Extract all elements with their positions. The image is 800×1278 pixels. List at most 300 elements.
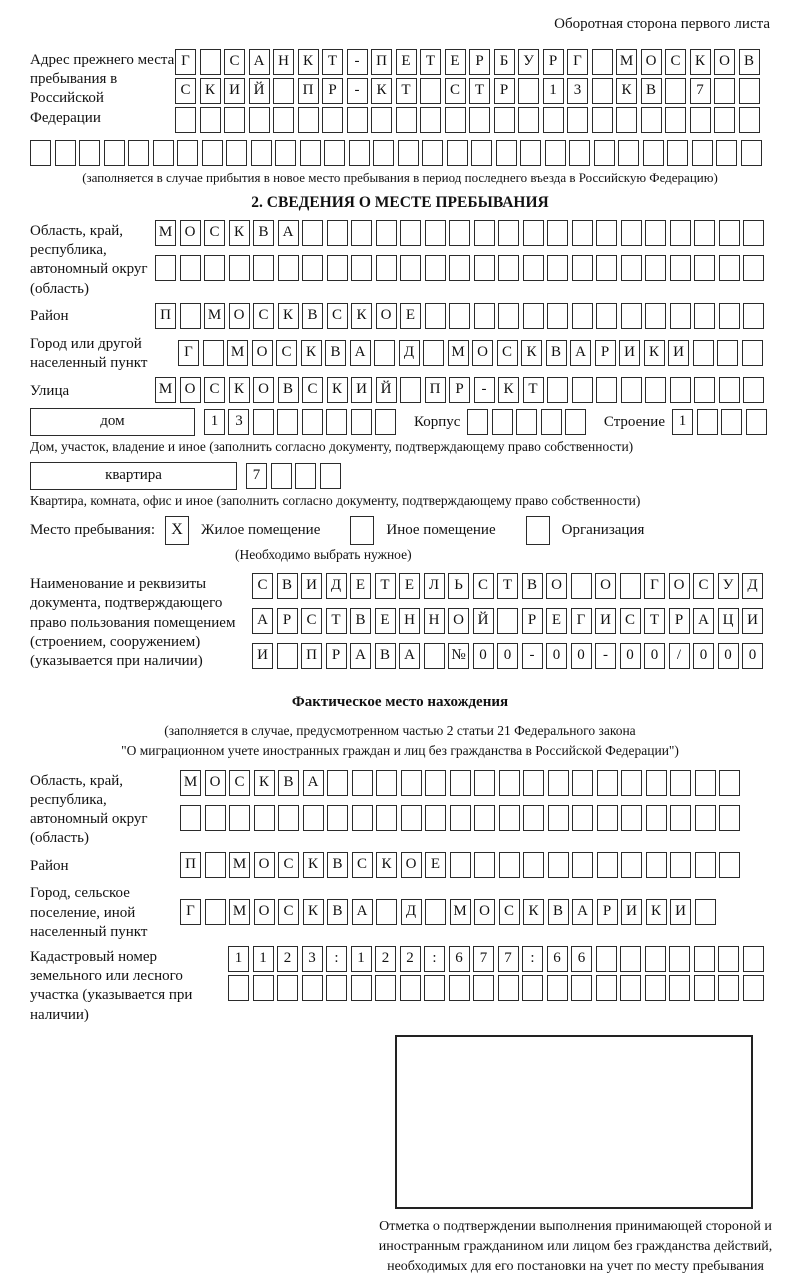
char-cell[interactable]: И <box>742 608 763 634</box>
char-cell[interactable]: О <box>546 573 567 599</box>
char-cell[interactable]: С <box>276 340 297 366</box>
char-cell[interactable] <box>518 78 539 104</box>
char-cell[interactable] <box>420 107 441 133</box>
char-cell[interactable] <box>621 255 642 281</box>
char-cell[interactable]: 2 <box>277 946 298 972</box>
document-row-1[interactable] <box>252 573 767 599</box>
char-cell[interactable]: С <box>327 303 348 329</box>
char-cell[interactable]: С <box>352 852 373 878</box>
char-cell[interactable]: 2 <box>375 946 396 972</box>
char-cell[interactable] <box>592 49 613 75</box>
char-cell[interactable] <box>719 377 740 403</box>
char-cell[interactable] <box>326 975 347 1001</box>
char-cell[interactable] <box>646 852 667 878</box>
char-cell[interactable] <box>518 107 539 133</box>
char-cell[interactable] <box>670 852 691 878</box>
char-cell[interactable]: Р <box>494 78 515 104</box>
char-cell[interactable]: К <box>690 49 711 75</box>
char-cell[interactable] <box>565 409 586 435</box>
char-cell[interactable]: С <box>204 377 225 403</box>
char-cell[interactable]: В <box>327 899 348 925</box>
char-cell[interactable] <box>567 107 588 133</box>
char-cell[interactable] <box>205 852 226 878</box>
char-cell[interactable] <box>424 643 445 669</box>
char-cell[interactable] <box>474 303 495 329</box>
char-cell[interactable]: В <box>302 303 323 329</box>
char-cell[interactable]: 1 <box>253 946 274 972</box>
char-cell[interactable] <box>572 805 593 831</box>
char-cell[interactable] <box>374 340 395 366</box>
char-cell[interactable]: К <box>523 899 544 925</box>
char-cell[interactable] <box>719 255 740 281</box>
char-cell[interactable]: И <box>595 608 616 634</box>
char-cell[interactable]: 7 <box>498 946 519 972</box>
char-cell[interactable] <box>277 975 298 1001</box>
char-cell[interactable] <box>425 303 446 329</box>
char-cell[interactable]: С <box>278 852 299 878</box>
char-cell[interactable]: Д <box>399 340 420 366</box>
char-cell[interactable]: Н <box>273 49 294 75</box>
char-cell[interactable] <box>718 946 739 972</box>
char-cell[interactable] <box>523 770 544 796</box>
char-cell[interactable] <box>180 805 201 831</box>
char-cell[interactable]: Р <box>449 377 470 403</box>
organization-checkbox[interactable] <box>526 516 550 545</box>
char-cell[interactable] <box>496 140 517 166</box>
char-cell[interactable]: С <box>253 303 274 329</box>
fact-district-row[interactable] <box>180 852 744 878</box>
char-cell[interactable] <box>474 805 495 831</box>
char-cell[interactable] <box>665 78 686 104</box>
char-cell[interactable]: М <box>229 899 250 925</box>
char-cell[interactable]: У <box>718 573 739 599</box>
char-cell[interactable] <box>498 255 519 281</box>
apartment-number-cells[interactable] <box>246 463 344 489</box>
char-cell[interactable] <box>670 220 691 246</box>
char-cell[interactable]: А <box>350 643 371 669</box>
char-cell[interactable]: О <box>641 49 662 75</box>
char-cell[interactable] <box>594 140 615 166</box>
char-cell[interactable]: К <box>298 49 319 75</box>
char-cell[interactable] <box>224 107 245 133</box>
char-cell[interactable] <box>327 255 348 281</box>
cadastre-row-2[interactable] <box>228 975 767 1001</box>
char-cell[interactable] <box>425 770 446 796</box>
char-cell[interactable]: М <box>155 220 176 246</box>
char-cell[interactable]: Г <box>644 573 665 599</box>
char-cell[interactable]: 3 <box>567 78 588 104</box>
char-cell[interactable] <box>746 409 767 435</box>
char-cell[interactable]: К <box>616 78 637 104</box>
char-cell[interactable]: А <box>249 49 270 75</box>
char-cell[interactable] <box>670 770 691 796</box>
char-cell[interactable] <box>670 303 691 329</box>
char-cell[interactable] <box>424 975 445 1001</box>
char-cell[interactable]: 0 <box>571 643 592 669</box>
char-cell[interactable] <box>596 377 617 403</box>
char-cell[interactable] <box>522 975 543 1001</box>
char-cell[interactable]: С <box>175 78 196 104</box>
char-cell[interactable]: - <box>522 643 543 669</box>
char-cell[interactable] <box>695 805 716 831</box>
char-cell[interactable] <box>641 107 662 133</box>
char-cell[interactable]: 6 <box>571 946 592 972</box>
char-cell[interactable] <box>694 975 715 1001</box>
char-cell[interactable] <box>474 220 495 246</box>
fact-region-row-2[interactable] <box>180 805 744 831</box>
char-cell[interactable]: 3 <box>228 409 249 435</box>
char-cell[interactable]: Р <box>326 643 347 669</box>
char-cell[interactable]: П <box>301 643 322 669</box>
char-cell[interactable]: С <box>693 573 714 599</box>
char-cell[interactable]: В <box>278 770 299 796</box>
char-cell[interactable]: А <box>350 340 371 366</box>
char-cell[interactable]: О <box>254 899 275 925</box>
char-cell[interactable]: 1 <box>228 946 249 972</box>
char-cell[interactable] <box>303 805 324 831</box>
char-cell[interactable]: С <box>224 49 245 75</box>
char-cell[interactable] <box>497 608 518 634</box>
char-cell[interactable] <box>375 409 396 435</box>
house-number-cells[interactable] <box>204 409 400 435</box>
char-cell[interactable] <box>373 140 394 166</box>
char-cell[interactable] <box>618 140 639 166</box>
char-cell[interactable]: С <box>665 49 686 75</box>
char-cell[interactable] <box>376 770 397 796</box>
char-cell[interactable]: М <box>204 303 225 329</box>
char-cell[interactable] <box>278 805 299 831</box>
char-cell[interactable]: В <box>253 220 274 246</box>
residential-checkbox[interactable]: X <box>165 516 189 545</box>
char-cell[interactable] <box>423 340 444 366</box>
apartment-type-field[interactable]: квартира <box>30 462 237 490</box>
char-cell[interactable]: / <box>669 643 690 669</box>
char-cell[interactable] <box>400 377 421 403</box>
char-cell[interactable]: 0 <box>644 643 665 669</box>
char-cell[interactable] <box>741 140 762 166</box>
char-cell[interactable]: 7 <box>246 463 267 489</box>
char-cell[interactable] <box>621 852 642 878</box>
char-cell[interactable]: 0 <box>473 643 494 669</box>
char-cell[interactable]: У <box>518 49 539 75</box>
char-cell[interactable]: Н <box>424 608 445 634</box>
char-cell[interactable]: К <box>521 340 542 366</box>
char-cell[interactable] <box>714 107 735 133</box>
char-cell[interactable]: К <box>371 78 392 104</box>
char-cell[interactable] <box>620 975 641 1001</box>
char-cell[interactable]: А <box>572 899 593 925</box>
char-cell[interactable] <box>499 770 520 796</box>
house-type-field[interactable]: дом <box>30 408 195 436</box>
char-cell[interactable]: № <box>448 643 469 669</box>
char-cell[interactable] <box>376 255 397 281</box>
char-cell[interactable] <box>445 107 466 133</box>
char-cell[interactable]: И <box>224 78 245 104</box>
char-cell[interactable]: Ь <box>448 573 469 599</box>
char-cell[interactable] <box>498 220 519 246</box>
char-cell[interactable]: Т <box>644 608 665 634</box>
char-cell[interactable] <box>273 78 294 104</box>
char-cell[interactable]: Д <box>326 573 347 599</box>
char-cell[interactable]: М <box>450 899 471 925</box>
char-cell[interactable] <box>204 255 225 281</box>
char-cell[interactable] <box>499 852 520 878</box>
korpus-cells[interactable] <box>467 409 590 435</box>
char-cell[interactable]: - <box>595 643 616 669</box>
char-cell[interactable]: Г <box>567 49 588 75</box>
char-cell[interactable] <box>474 852 495 878</box>
char-cell[interactable]: О <box>205 770 226 796</box>
char-cell[interactable] <box>55 140 76 166</box>
char-cell[interactable]: Н <box>399 608 420 634</box>
char-cell[interactable] <box>592 78 613 104</box>
char-cell[interactable] <box>596 303 617 329</box>
district-row[interactable] <box>155 303 768 329</box>
char-cell[interactable]: Ц <box>718 608 739 634</box>
char-cell[interactable]: И <box>619 340 640 366</box>
char-cell[interactable] <box>398 140 419 166</box>
char-cell[interactable]: К <box>229 220 250 246</box>
region-row-1[interactable] <box>155 220 768 246</box>
char-cell[interactable]: 1 <box>204 409 225 435</box>
char-cell[interactable] <box>401 770 422 796</box>
char-cell[interactable] <box>400 975 421 1001</box>
char-cell[interactable] <box>694 220 715 246</box>
char-cell[interactable] <box>719 770 740 796</box>
char-cell[interactable]: В <box>739 49 760 75</box>
prev-address-row-1[interactable] <box>175 49 763 75</box>
char-cell[interactable] <box>202 140 223 166</box>
char-cell[interactable]: О <box>229 303 250 329</box>
char-cell[interactable]: 1 <box>351 946 372 972</box>
char-cell[interactable] <box>425 255 446 281</box>
char-cell[interactable]: 7 <box>473 946 494 972</box>
char-cell[interactable]: В <box>327 852 348 878</box>
char-cell[interactable]: Й <box>473 608 494 634</box>
char-cell[interactable] <box>420 78 441 104</box>
char-cell[interactable] <box>721 409 742 435</box>
char-cell[interactable] <box>253 975 274 1001</box>
char-cell[interactable] <box>275 140 296 166</box>
char-cell[interactable] <box>694 255 715 281</box>
char-cell[interactable] <box>253 255 274 281</box>
char-cell[interactable]: Г <box>180 899 201 925</box>
char-cell[interactable] <box>543 107 564 133</box>
char-cell[interactable] <box>155 255 176 281</box>
char-cell[interactable] <box>180 255 201 281</box>
char-cell[interactable] <box>742 340 763 366</box>
char-cell[interactable]: О <box>252 340 273 366</box>
char-cell[interactable]: Г <box>175 49 196 75</box>
char-cell[interactable] <box>545 140 566 166</box>
char-cell[interactable]: Р <box>322 78 343 104</box>
char-cell[interactable] <box>621 770 642 796</box>
char-cell[interactable] <box>596 946 617 972</box>
char-cell[interactable] <box>352 805 373 831</box>
char-cell[interactable]: 0 <box>497 643 518 669</box>
char-cell[interactable]: В <box>641 78 662 104</box>
char-cell[interactable] <box>474 770 495 796</box>
char-cell[interactable]: А <box>399 643 420 669</box>
char-cell[interactable] <box>498 975 519 1001</box>
char-cell[interactable]: О <box>180 377 201 403</box>
char-cell[interactable]: 6 <box>547 946 568 972</box>
char-cell[interactable]: О <box>714 49 735 75</box>
char-cell[interactable] <box>719 805 740 831</box>
char-cell[interactable] <box>180 303 201 329</box>
char-cell[interactable]: В <box>546 340 567 366</box>
char-cell[interactable]: И <box>351 377 372 403</box>
char-cell[interactable]: Т <box>420 49 441 75</box>
char-cell[interactable] <box>228 975 249 1001</box>
char-cell[interactable]: И <box>668 340 689 366</box>
char-cell[interactable] <box>376 805 397 831</box>
char-cell[interactable]: 0 <box>718 643 739 669</box>
char-cell[interactable]: Й <box>249 78 270 104</box>
char-cell[interactable]: М <box>227 340 248 366</box>
char-cell[interactable] <box>523 303 544 329</box>
char-cell[interactable]: М <box>616 49 637 75</box>
char-cell[interactable] <box>694 377 715 403</box>
char-cell[interactable] <box>719 220 740 246</box>
char-cell[interactable]: 6 <box>449 946 470 972</box>
char-cell[interactable] <box>716 140 737 166</box>
char-cell[interactable] <box>670 805 691 831</box>
region-row-2[interactable] <box>155 255 768 281</box>
char-cell[interactable] <box>494 107 515 133</box>
char-cell[interactable]: Р <box>522 608 543 634</box>
char-cell[interactable] <box>645 220 666 246</box>
char-cell[interactable]: В <box>325 340 346 366</box>
char-cell[interactable] <box>646 770 667 796</box>
char-cell[interactable] <box>473 975 494 1001</box>
char-cell[interactable] <box>516 409 537 435</box>
stroenie-cells[interactable] <box>672 409 770 435</box>
char-cell[interactable] <box>571 573 592 599</box>
char-cell[interactable] <box>645 255 666 281</box>
char-cell[interactable]: М <box>180 770 201 796</box>
char-cell[interactable]: О <box>376 303 397 329</box>
char-cell[interactable]: А <box>278 220 299 246</box>
char-cell[interactable] <box>548 770 569 796</box>
char-cell[interactable]: А <box>693 608 714 634</box>
char-cell[interactable] <box>718 975 739 1001</box>
char-cell[interactable] <box>200 107 221 133</box>
char-cell[interactable]: Е <box>546 608 567 634</box>
char-cell[interactable] <box>523 805 544 831</box>
char-cell[interactable] <box>541 409 562 435</box>
char-cell[interactable]: К <box>229 377 250 403</box>
char-cell[interactable] <box>253 409 274 435</box>
char-cell[interactable] <box>474 255 495 281</box>
char-cell[interactable]: П <box>155 303 176 329</box>
char-cell[interactable] <box>620 573 641 599</box>
char-cell[interactable] <box>422 140 443 166</box>
char-cell[interactable] <box>669 946 690 972</box>
char-cell[interactable] <box>351 409 372 435</box>
char-cell[interactable]: К <box>254 770 275 796</box>
char-cell[interactable] <box>572 852 593 878</box>
char-cell[interactable]: И <box>301 573 322 599</box>
char-cell[interactable] <box>400 220 421 246</box>
char-cell[interactable] <box>450 805 471 831</box>
char-cell[interactable]: С <box>620 608 641 634</box>
char-cell[interactable]: С <box>229 770 250 796</box>
char-cell[interactable] <box>471 140 492 166</box>
char-cell[interactable]: К <box>646 899 667 925</box>
char-cell[interactable]: М <box>229 852 250 878</box>
char-cell[interactable]: К <box>303 852 324 878</box>
document-row-2[interactable] <box>252 608 767 634</box>
char-cell[interactable] <box>571 975 592 1001</box>
char-cell[interactable]: Р <box>277 608 298 634</box>
char-cell[interactable]: С <box>204 220 225 246</box>
char-cell[interactable] <box>401 805 422 831</box>
char-cell[interactable]: Г <box>571 608 592 634</box>
char-cell[interactable]: С <box>473 573 494 599</box>
char-cell[interactable] <box>327 805 348 831</box>
char-cell[interactable] <box>273 107 294 133</box>
char-cell[interactable] <box>469 107 490 133</box>
char-cell[interactable] <box>739 78 760 104</box>
char-cell[interactable] <box>669 975 690 1001</box>
char-cell[interactable]: А <box>570 340 591 366</box>
char-cell[interactable] <box>547 975 568 1001</box>
char-cell[interactable]: С <box>278 899 299 925</box>
cadastre-row-1[interactable] <box>228 946 767 972</box>
char-cell[interactable]: И <box>621 899 642 925</box>
char-cell[interactable] <box>347 107 368 133</box>
char-cell[interactable]: В <box>522 573 543 599</box>
char-cell[interactable] <box>670 377 691 403</box>
char-cell[interactable]: О <box>669 573 690 599</box>
char-cell[interactable] <box>298 107 319 133</box>
char-cell[interactable]: 3 <box>302 946 323 972</box>
char-cell[interactable] <box>523 852 544 878</box>
char-cell[interactable] <box>425 805 446 831</box>
char-cell[interactable] <box>302 255 323 281</box>
char-cell[interactable] <box>694 946 715 972</box>
char-cell[interactable] <box>739 107 760 133</box>
char-cell[interactable] <box>743 377 764 403</box>
char-cell[interactable] <box>320 463 341 489</box>
char-cell[interactable]: - <box>474 377 495 403</box>
char-cell[interactable] <box>449 975 470 1001</box>
char-cell[interactable] <box>547 255 568 281</box>
char-cell[interactable]: П <box>180 852 201 878</box>
char-cell[interactable] <box>572 303 593 329</box>
char-cell[interactable] <box>694 303 715 329</box>
char-cell[interactable] <box>449 220 470 246</box>
char-cell[interactable] <box>449 303 470 329</box>
char-cell[interactable]: О <box>472 340 493 366</box>
char-cell[interactable] <box>322 107 343 133</box>
char-cell[interactable]: : <box>424 946 445 972</box>
char-cell[interactable] <box>349 140 370 166</box>
prev-address-row-3[interactable] <box>175 107 763 133</box>
char-cell[interactable] <box>596 255 617 281</box>
char-cell[interactable] <box>351 255 372 281</box>
char-cell[interactable] <box>271 463 292 489</box>
char-cell[interactable]: М <box>155 377 176 403</box>
fact-city-row[interactable] <box>180 899 719 925</box>
char-cell[interactable] <box>743 946 764 972</box>
char-cell[interactable] <box>714 78 735 104</box>
char-cell[interactable] <box>717 340 738 366</box>
char-cell[interactable]: Р <box>469 49 490 75</box>
char-cell[interactable] <box>229 805 250 831</box>
char-cell[interactable] <box>547 303 568 329</box>
